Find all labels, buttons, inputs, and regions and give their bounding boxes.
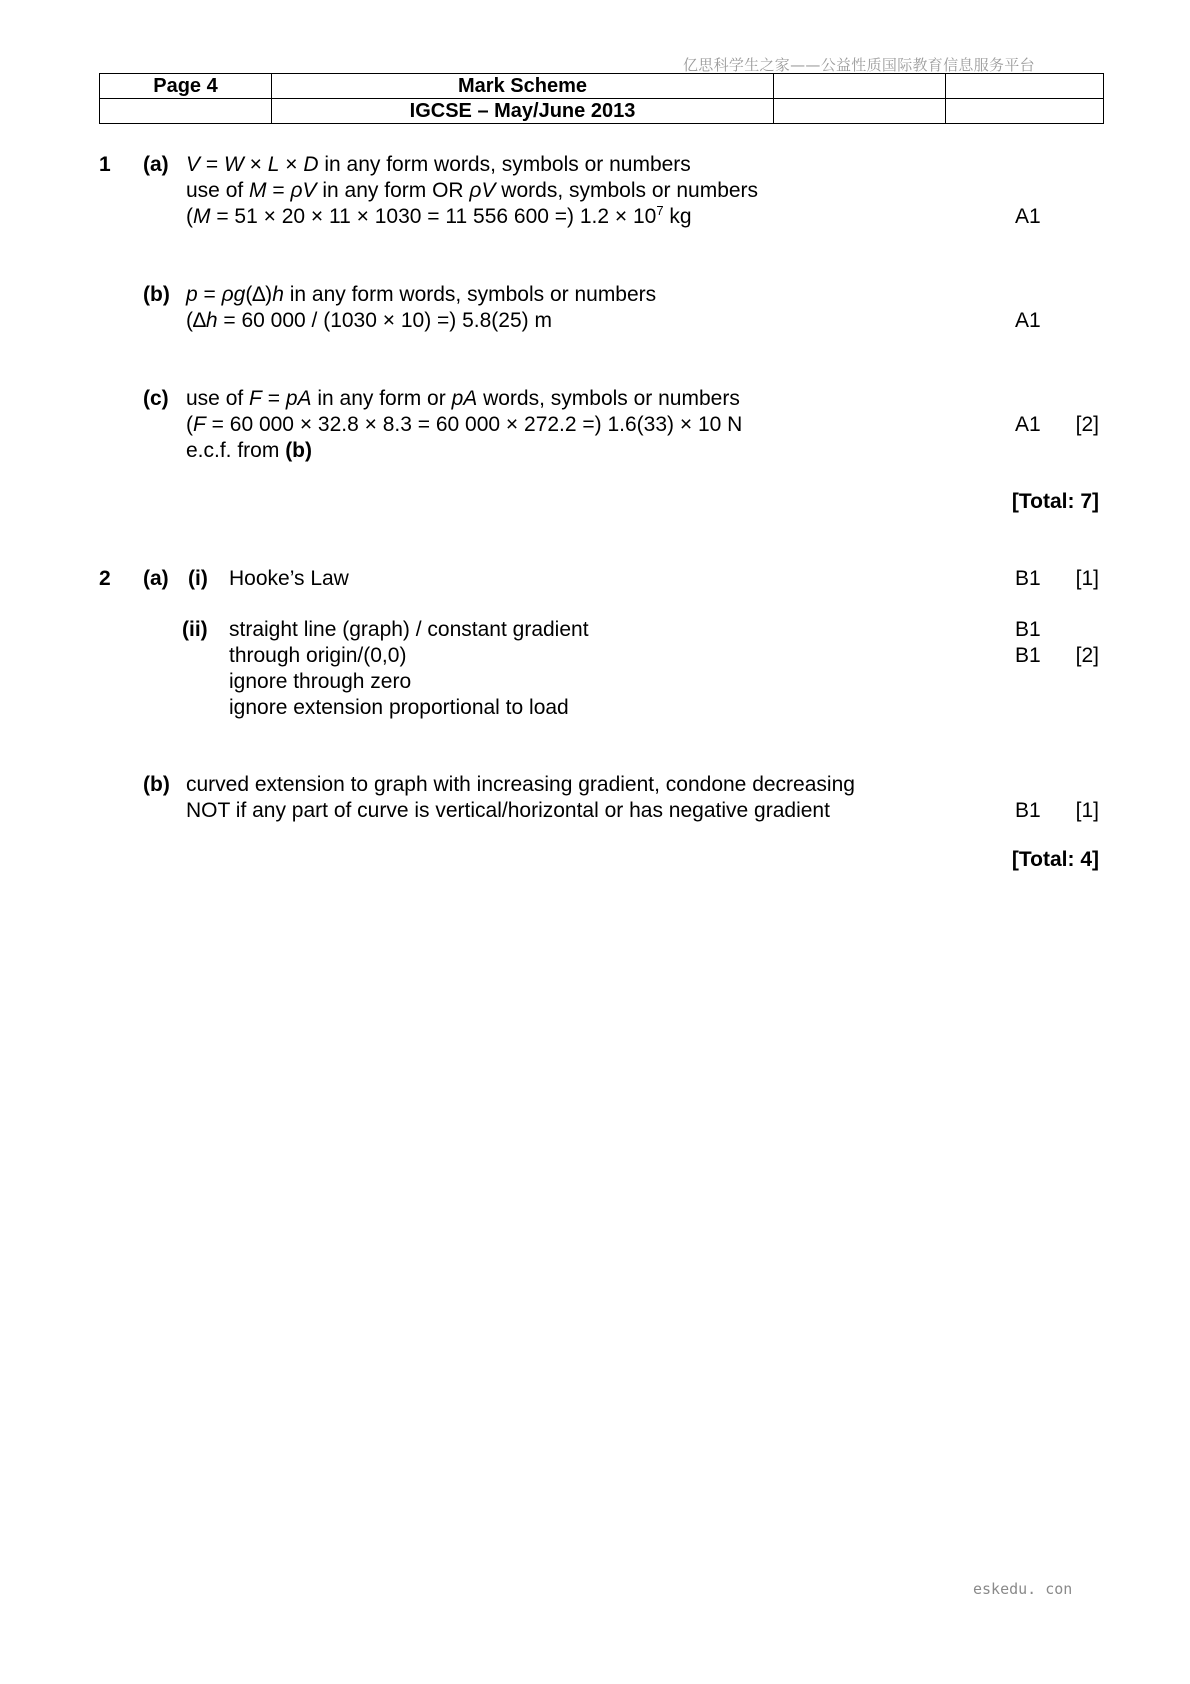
- document-subtitle: IGCSE – May/June 2013: [272, 99, 774, 124]
- q1b-line1: p = ρg(∆)h in any form words, symbols or numbers: [186, 283, 657, 306]
- q2aii-line1: straight line (graph) / constant gradient: [229, 618, 589, 641]
- q2aii-line2: through origin/(0,0): [229, 644, 407, 667]
- q1a-line2: use of M = ρV in any form OR ρV words, symbols or numbers: [186, 179, 759, 202]
- watermark-top: 亿思科学生之家——公益性质国际教育信息服务平台: [683, 56, 1035, 74]
- q2aii-line4: ignore extension proportional to load: [229, 696, 569, 719]
- header-empty-cell: [946, 99, 1104, 124]
- q1a-line1: V = W × L × D in any form words, symbols or numbers: [186, 153, 691, 176]
- header-empty-cell: [774, 74, 946, 99]
- mark-code: B1: [1015, 567, 1041, 590]
- header-empty-cell: [100, 99, 272, 124]
- part-label: (b): [143, 773, 170, 796]
- mark-total: [2]: [1075, 413, 1099, 436]
- subpart-label: (ii): [182, 618, 208, 641]
- mark-total: [2]: [1075, 644, 1099, 667]
- q1a-line3: (M = 51 × 20 × 11 × 1030 = 11 556 600 =) $1.2 \times 10^7$ kg: [186, 203, 692, 228]
- mark-code: B1: [1015, 618, 1041, 641]
- mark-code: A1: [1015, 205, 1041, 228]
- subpart-label: (i): [188, 567, 208, 590]
- document-title: Mark Scheme: [272, 74, 774, 99]
- mark-code: A1: [1015, 309, 1041, 332]
- question-number: 2: [99, 567, 111, 590]
- header-empty-cell: [946, 74, 1104, 99]
- question-number: 1: [99, 153, 111, 176]
- q1c-line1: use of F = pA in any form or pA words, symbols or numbers: [186, 387, 740, 410]
- mark-total: [1]: [1075, 567, 1099, 590]
- header-empty-cell: [774, 99, 946, 124]
- mark-total: [1]: [1075, 799, 1099, 822]
- question-total: [Total: 4]: [1011, 848, 1099, 871]
- mark-code: B1: [1015, 644, 1041, 667]
- mark-code: A1: [1015, 413, 1041, 436]
- q2b-line1: curved extension to graph with increasing gradient, condone decreasing: [186, 773, 855, 796]
- q2ai-text: Hooke’s Law: [229, 567, 349, 590]
- header-table: [99, 73, 1104, 124]
- q2b-line2: NOT if any part of curve is vertical/horizontal or has negative gradient: [186, 799, 830, 822]
- watermark-bottom: eskedu. con: [973, 1580, 1073, 1598]
- q2aii-line3: ignore through zero: [229, 670, 412, 693]
- part-label: (c): [143, 387, 169, 410]
- mark-code: B1: [1015, 799, 1041, 822]
- part-label: (b): [143, 283, 170, 306]
- part-label: (a): [143, 567, 169, 590]
- question-total: [Total: 7]: [1011, 490, 1099, 513]
- part-label: (a): [143, 153, 169, 176]
- q1b-line2: (∆h = 60 000 / (1030 × 10) =) 5.8(25) m: [186, 309, 552, 332]
- q1c-line2: (F = 60 000 × 32.8 × 8.3 = 60 000 × 272.2 =) 1.6(33) × 10 N: [186, 413, 743, 436]
- page-number: Page 4: [100, 74, 272, 99]
- q1c-line3: e.c.f. from (b): [186, 439, 313, 462]
